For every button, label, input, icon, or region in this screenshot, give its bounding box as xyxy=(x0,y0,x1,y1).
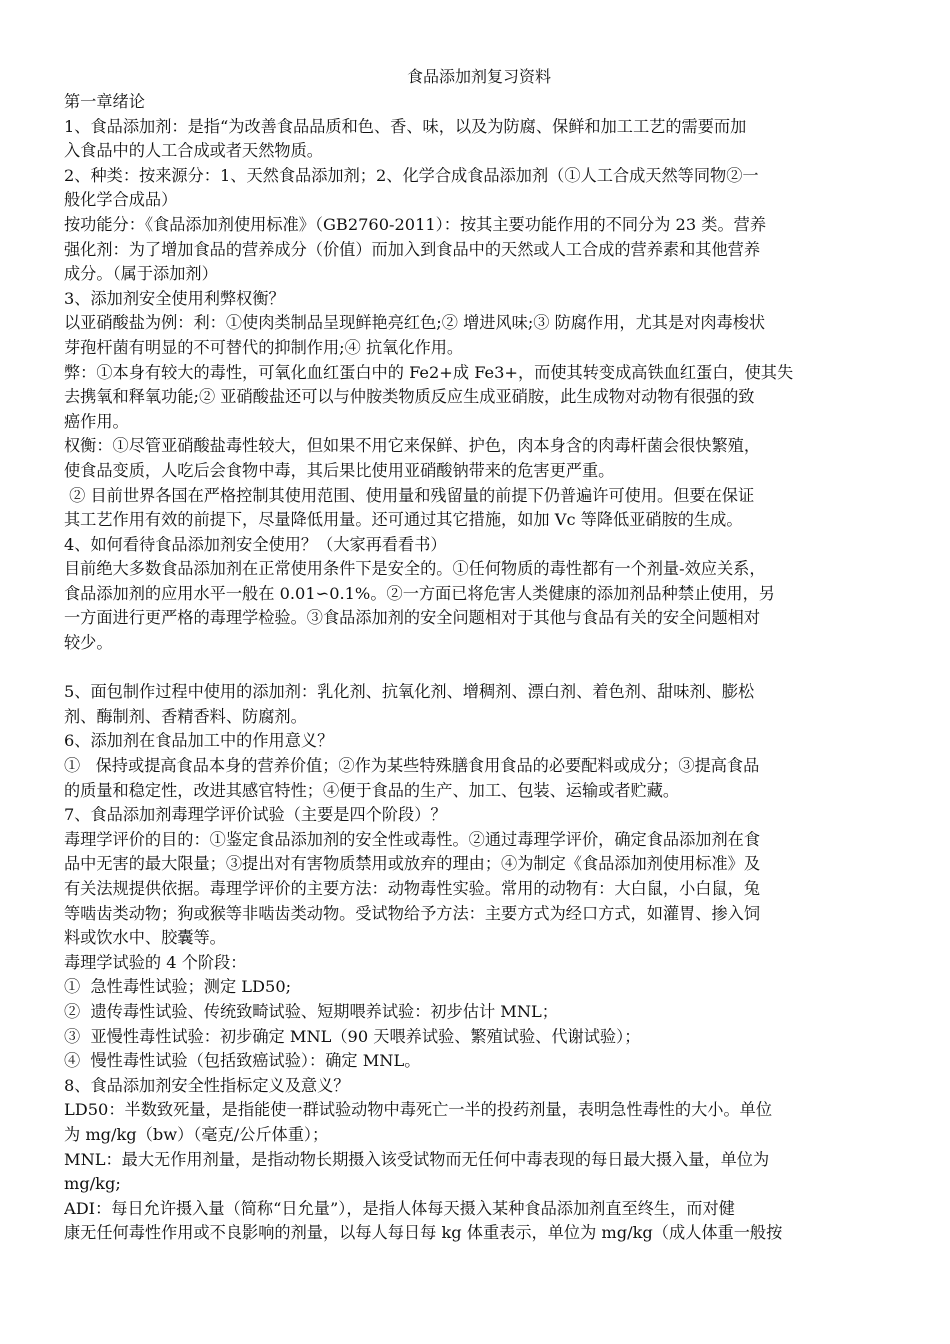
text-line: 品中无害的最大限量；③提出对有害物质禁用或放弃的理由；④为制定《食品添加剂使用标准》及 xyxy=(64,854,761,874)
text-line: 较少。 xyxy=(64,633,113,653)
text-line: 1、食品添加剂：是指“为改善食品品质和色、香、味，以及为防腐、保鲜和加工工艺的需要而加 xyxy=(64,116,747,136)
text-line: 等啮齿类动物；狗或猴等非啮齿类动物。受试物给予方法：主要方式为经口方式，如灌胃、掺入饲 xyxy=(64,903,761,923)
text-line: 癌作用。 xyxy=(64,411,129,431)
text-line: 毒理学评价的目的：①鉴定食品添加剂的安全性或毒性。②通过毒理学评价，确定食品添加剂在食 xyxy=(64,829,761,849)
text-line: 成分。（属于添加剂） xyxy=(64,264,218,284)
text-line: 以亚硝酸盐为例：利：①使肉类制品呈现鲜艳亮红色;② 增进风味;③ 防腐作用，尤其是对肉毒梭状 xyxy=(64,313,766,333)
blank-line xyxy=(64,656,894,681)
document-body xyxy=(64,90,894,1246)
text-line: 8、食品添加剂安全性指标定义及意义？ xyxy=(64,1075,350,1095)
text-line: 有关法规提供依据。毒理学评价的主要方法：动物毒性实验。常用的动物有：大白鼠，小白鼠，兔 xyxy=(64,879,761,898)
text-line: 一方面进行更严格的毒理学检验。③食品添加剂的安全问题相对于其他与食品有关的安全问题相对 xyxy=(64,608,761,628)
text-line: 弊：①本身有较大的毒性，可氧化血红蛋白中的 Fe2+成 Fe3+，而使其转变成高铁血红蛋白，使其失 xyxy=(64,362,794,382)
text-line: LD50：半数致死量，是指能使一群试验动物中毒死亡一半的投药剂量，表明急性毒性的大小。单位 xyxy=(64,1100,773,1120)
text-line: 其工艺作用有效的前提下，尽量降低用量。还可通过其它措施，如加 Vc 等降低亚硝胺的生成。 xyxy=(64,510,743,530)
text-line: 权衡：①尽管亚硝酸盐毒性较大，但如果不用它来保鲜、护色，肉本身含的肉毒杆菌会很快繁殖， xyxy=(64,436,761,456)
text-line: ② 遗传毒性试验、传统致畸试验、短期喂养试验：初步估计 MNL； xyxy=(64,1001,558,1021)
text-line: 去携氧和释氧功能;② 亚硝酸盐还可以与仲胺类物质反应生成亚硝胺，此生成物对动物有很强的致 xyxy=(64,387,755,407)
text-line: 6、添加剂在食品加工中的作用意义？ xyxy=(64,731,334,751)
text-line: ③ 亚慢性毒性试验：初步确定 MNL（90 天喂养试验、繁殖试验、代谢试验）； xyxy=(64,1026,641,1046)
text-line: 入食品中的人工合成或者天然物质。 xyxy=(64,141,323,161)
text-line: 般化学合成品） xyxy=(64,190,178,210)
text-line: ① 急性毒性试验；测定 LD50; xyxy=(64,977,292,997)
text-line: 5、面包制作过程中使用的添加剂：乳化剂、抗氧化剂、增稠剂、漂白剂、着色剂、甜味剂、膨松 xyxy=(64,682,755,702)
text-line: 剂、酶制剂、香精香料、防腐剂。 xyxy=(64,706,307,726)
text-line: 按功能分：《食品添加剂使用标准》（GB2760-2011）：按其主要功能作用的不同分为 23 类。营养 xyxy=(64,214,767,234)
text-line: 4、如何看待食品添加剂安全使用？（大家再看看书） xyxy=(64,534,447,554)
text-line: 强化剂：为了增加食品的营养成分（价值）而加入到食品中的天然或人工合成的营养素和其他营养 xyxy=(64,239,761,259)
text-line: 目前绝大多数食品添加剂在正常使用条件下是安全的。①任何物质的毒性都有一个剂量-效应关系， xyxy=(64,559,766,579)
text-line: 食品添加剂的应用水平一般在 0.01∽0.1%。②一方面已将危害人类健康的添加剂品种禁止使用，另 xyxy=(64,583,775,603)
document-title: 食品添加剂复习资料 xyxy=(406,67,551,86)
text-line: mg/kg; xyxy=(64,1174,121,1194)
text-line: 毒理学试验的 4 个阶段： xyxy=(64,952,247,972)
text-line: 使食品变质，人吃后会食物中毒，其后果比使用亚硝酸钠带来的危害更严重。 xyxy=(64,460,615,480)
text-line: 第一章绪论 xyxy=(64,92,145,111)
text-line: 芽孢杆菌有明显的不可替代的抑制作用;④ 抗氧化作用。 xyxy=(64,337,464,357)
text-line: ④ 慢性毒性试验（包括致癌试验）：确定 MNL。 xyxy=(64,1051,421,1071)
text-line: ADI：每日允许摄入量（简称“日允量”），是指人体每天摄入某种食品添加剂直至终生，而对健 xyxy=(64,1198,735,1218)
text-line: 为 mg/kg（bw）（毫克/公斤体重）； xyxy=(64,1124,329,1144)
text-line: ① 保持或提高食品本身的营养价值；②作为某些特殊膳食用食品的必要配料或成分；③提高食品 xyxy=(64,756,760,776)
text-line: 2、种类：按来源分：1、天然食品添加剂；2、化学合成食品添加剂（①人工合成天然等同物②一 xyxy=(64,165,759,185)
text-line: 料或饮水中、胶囊等。 xyxy=(64,928,226,948)
text-line: 3、添加剂安全使用利弊权衡？ xyxy=(64,288,285,308)
text-line: 康无任何毒性作用或不良影响的剂量，以每人每日每 kg 体重表示，单位为 mg/kg（成人体重一般按 xyxy=(64,1223,783,1243)
text-line: 7、食品添加剂毒理学评价试验（主要是四个阶段）？ xyxy=(64,805,447,825)
text-line: 的质量和稳定性，改进其感官特性；④便于食品的生产、加工、包装、运输或者贮藏。 xyxy=(64,780,680,800)
text-line: ② 目前世界各国在严格控制其使用范围、使用量和残留量的前提下仍普遍许可使用。但要在保证 xyxy=(64,485,755,505)
text-line: MNL：最大无作用剂量，是指动物长期摄入该受试物而无任何中毒表现的每日最大摄入量，单位为 xyxy=(64,1149,770,1169)
